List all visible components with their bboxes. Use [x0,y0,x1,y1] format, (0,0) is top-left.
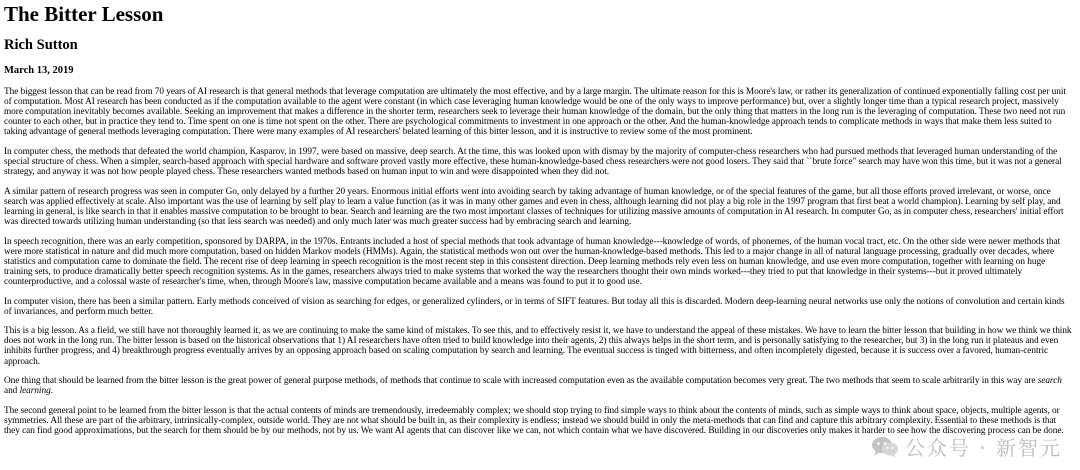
paragraph-8: The second general point to be learned from the bitter lesson is that the actual contents of minds are tremendously, irredeemably complex; we should stop trying to find simple ways to think about the contents of minds, such as simple ways to think about space, objects, multiple agents, or symmetries. All these are part of the arbitrary, intrinsically-complex, outside world. They are not what should be built in, as their complexity is endless; instead we should build in only the meta-methods that can find and capture this arbitrary complexity. Essential to these methods is that they can find good approximations, but the search for them should be by our methods, not by us. We want AI agents that can discover like we can, not which contain what we have discovered. Building in our discoveries only makes it harder to see how the discovering process can be done. [4,405,1064,437]
paragraph-1: The biggest lesson that can be read from 70 years of AI research is that general methods that leverage computation are ultimately the most effective, and by a large margin. The ultimate reason for this is Moore's law, or rather its generalization of continued exponentially falling cost per unit of computation. Most AI research has been conducted as if the computation available to the agent were constant (in which case leveraging human knowledge would be one of the only ways to improve performance) but, over a slightly longer time than a typical research project, massively more computation inevitably becomes available. Seeking an improvement that makes a difference in the shorter term, researchers seek to leverage their human knowledge of the domain, but the only thing that matters in the long run is the leveraging of computation. These two need not run counter to each other, but in practice they tend to. Time spent on one is time not spent on the other. There are psychological commitments to investment in one approach or the other. And the human-knowledge approach tends to complicate methods in ways that make them less suited to taking advantage of general methods leveraging computation. There were many examples of AI researchers' belated learning of this bitter lesson, and it is instructive to review some of the most prominent. [4,87,1066,138]
paragraph-3: A similar pattern of research progress was seen in computer Go, only delayed by a further 20 years. Enormous initial efforts went into avoiding search by taking advantage of human knowledge, or of the special features of the game, but all those efforts proved irrelevant, or worse, once search was applied effectively at scale. Also important was the use of learning by self play to learn a value function (as it was in many other games and even in chess, although learning did not play a big role in the 1997 program that first beat a world champion). Learning by self play, and learning in general, is like search in that it enables massive computation to be brought to bear. Search and learning are the two most important classes of techniques for utilizing massive amounts of computation in AI research. In computer Go, as in computer chess, researchers' initial effort was directed towards utilizing human understanding (so that less search was needed) and only much later was much greater success had by embracing search and learning. [4,186,1064,228]
paragraph-4: In speech recognition, there was an early competition, sponsored by DARPA, in the 1970s. Entrants included a host of special methods that took advantage of human knowledge---knowledge of words, of phonemes, of the human vocal tract, etc. On the other side were newer methods that were more statistical in nature and did much more computation, based on hidden Markov models (HMMs). Again, the statistical methods won out over the human-knowledge-based methods. This led to a major change in all of natural language processing, gradually over decades, where statistics and computation came to dominate the field. The recent rise of deep learning in speech recognition is the most recent step in this consistent direction. Deep learning methods rely even less on human knowledge, and use even more computation, together with learning on huge training sets, to produce dramatically better speech recognition systems. As in the games, researchers always tried to make systems that worked the way the researchers thought their own minds worked---they tried to put that knowledge in their systems---but it proved ultimately counterproductive, and a colossal waste of researcher's time, when, through Moore's law, massive computation became available and a means was found to put it to good use. [4,236,1061,287]
paragraph-7 [4,376,1074,396]
article-date: March 13, 2019 [4,65,74,76]
watermark [871,432,1062,461]
emphasis-search: search [1037,376,1062,387]
paragraph-7-text-a: One thing that should be learned from the bitter lesson is the great power of general purpose methods, of methods that continue to scale with increased computation even as the available computation becomes very great. The two methods that seem to scale arbitrarily in this way are [4,376,1038,387]
article-title: The Bitter Lesson [4,2,164,26]
paragraph-2: In computer chess, the methods that defeated the world champion, Kasparov, in 1997, were based on massive, deep search. At the time, this was looked upon with dismay by the majority of computer-chess researchers who had pursued methods that leveraged human understanding of the special structure of chess. When a simpler, search-based approach with special hardware and software proved vastly more effective, these human-knowledge-based chess researchers were not good losers. They said that ``brute force" search may have won this time, but it was not a general strategy, and anyway it was not how people played chess. These researchers wanted methods based on human input to win and were disappointed when they did not. [4,146,1062,178]
emphasis-learning: learning [19,386,51,397]
paragraph-5: In computer vision, there has been a similar pattern. Early methods conceived of vision as searching for edges, or generalized cylinders, or in terms of SIFT features. But today all this is discarded. Modern deep-learning neural networks use only the notions of convolution and certain kinds of invariances, and perform much better. [4,296,1065,317]
paragraph-7-text-c: . [50,386,53,397]
article [4,0,1074,436]
article-author: Rich Sutton [4,37,78,53]
paragraph-6: This is a big lesson. As a field, we still have not thoroughly learned it, as we are continuing to make the same kind of mistakes. To see this, and to effectively resist it, we have to understand the appeal of these mistakes. We have to learn the bitter lesson that building in how we think we think does not work in the long run. The bitter lesson is based on the historical observations that 1) AI researchers have often tried to build knowledge into their agents, 2) this always helps in the short term, and is personally satisfying to the researcher, but 3) in the long run it plateaus and even inhibits further progress, and 4) breakthrough progress eventually arrives by an opposing approach based on scaling computation by search and learning. The eventual success is tinged with bitterness, and often incompletely digested, because it is success over a favored, human-centric approach. [4,326,1072,367]
paragraph-7-text-b: and [4,386,20,397]
wechat-icon [871,435,899,459]
watermark-text: 公众号 · 新智元 [904,436,1062,460]
